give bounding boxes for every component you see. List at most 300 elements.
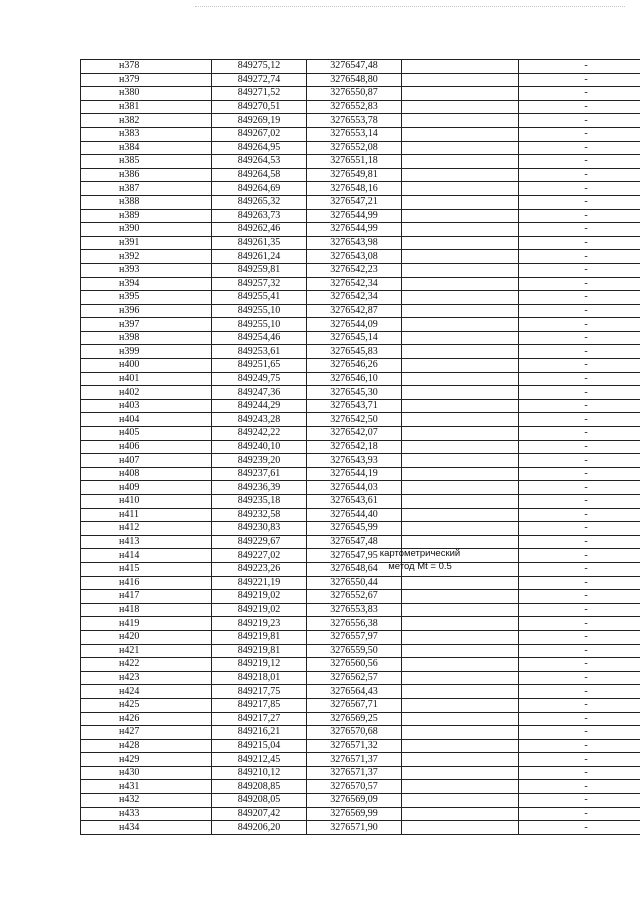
table-row — [81, 508, 640, 522]
y-coordinate-cell: 3276571,32 — [307, 739, 402, 753]
method-cell — [402, 168, 519, 182]
point-name-cell: н434 — [81, 821, 212, 835]
y-coordinate-cell: 3276543,71 — [307, 399, 402, 413]
point-name-cell: н416 — [81, 576, 212, 590]
point-name-cell: н404 — [81, 413, 212, 427]
x-coordinate-cell: 849249,75 — [212, 372, 307, 386]
table-row — [81, 141, 640, 155]
accuracy-cell: - — [519, 535, 640, 549]
y-coordinate-cell: 3276570,57 — [307, 780, 402, 794]
accuracy-cell: - — [519, 331, 640, 345]
accuracy-cell: - — [519, 821, 640, 835]
table-row — [81, 522, 640, 536]
x-coordinate-cell: 849218,01 — [212, 671, 307, 685]
table-row — [81, 277, 640, 291]
x-coordinate-cell: 849243,28 — [212, 413, 307, 427]
method-cell — [402, 603, 519, 617]
x-coordinate-cell: 849217,85 — [212, 698, 307, 712]
table-row — [81, 168, 640, 182]
method-cell — [402, 780, 519, 794]
x-coordinate-cell: 849212,45 — [212, 753, 307, 767]
point-name-cell: н393 — [81, 263, 212, 277]
point-name-cell: н397 — [81, 318, 212, 332]
x-coordinate-cell: 849271,52 — [212, 87, 307, 101]
y-coordinate-cell: 3276569,25 — [307, 712, 402, 726]
accuracy-cell: - — [519, 685, 640, 699]
method-cell — [402, 726, 519, 740]
y-coordinate-cell: 3276553,78 — [307, 114, 402, 128]
y-coordinate-cell: 3276548,64 — [307, 562, 402, 576]
accuracy-cell: - — [519, 345, 640, 359]
y-coordinate-cell: 3276553,83 — [307, 603, 402, 617]
method-cell — [402, 399, 519, 413]
accuracy-cell: - — [519, 291, 640, 305]
method-cell — [402, 739, 519, 753]
x-coordinate-cell: 849251,65 — [212, 359, 307, 373]
table-row — [81, 671, 640, 685]
method-cell — [402, 127, 519, 141]
method-cell — [402, 318, 519, 332]
x-coordinate-cell: 849236,39 — [212, 481, 307, 495]
accuracy-cell: - — [519, 304, 640, 318]
y-coordinate-cell: 3276542,34 — [307, 291, 402, 305]
point-name-cell: н391 — [81, 236, 212, 250]
method-cell — [402, 195, 519, 209]
accuracy-cell: - — [519, 87, 640, 101]
table-row — [81, 495, 640, 509]
point-name-cell: н431 — [81, 780, 212, 794]
x-coordinate-cell: 849272,74 — [212, 73, 307, 87]
method-cell — [402, 440, 519, 454]
table-row — [81, 250, 640, 264]
point-name-cell: н405 — [81, 427, 212, 441]
y-coordinate-cell: 3276552,08 — [307, 141, 402, 155]
x-coordinate-cell: 849239,20 — [212, 454, 307, 468]
accuracy-cell: - — [519, 427, 640, 441]
method-cell — [402, 331, 519, 345]
table-row — [81, 658, 640, 672]
accuracy-cell: - — [519, 481, 640, 495]
table-row — [81, 549, 640, 563]
y-coordinate-cell: 3276559,50 — [307, 644, 402, 658]
point-name-cell: н401 — [81, 372, 212, 386]
y-coordinate-cell: 3276542,50 — [307, 413, 402, 427]
point-name-cell: н390 — [81, 223, 212, 237]
point-name-cell: н433 — [81, 807, 212, 821]
table-row — [81, 263, 640, 277]
y-coordinate-cell: 3276548,80 — [307, 73, 402, 87]
x-coordinate-cell: 849269,19 — [212, 114, 307, 128]
accuracy-cell: - — [519, 576, 640, 590]
accuracy-cell: - — [519, 413, 640, 427]
y-coordinate-cell: 3276542,34 — [307, 277, 402, 291]
y-coordinate-cell: 3276544,40 — [307, 508, 402, 522]
point-name-cell: н419 — [81, 617, 212, 631]
accuracy-cell: - — [519, 399, 640, 413]
point-name-cell: н396 — [81, 304, 212, 318]
x-coordinate-cell: 849270,51 — [212, 100, 307, 114]
y-coordinate-cell: 3276552,83 — [307, 100, 402, 114]
accuracy-cell: - — [519, 508, 640, 522]
point-name-cell: н410 — [81, 495, 212, 509]
accuracy-cell: - — [519, 277, 640, 291]
point-name-cell: н389 — [81, 209, 212, 223]
accuracy-cell: - — [519, 359, 640, 373]
table-row — [81, 87, 640, 101]
point-name-cell: н432 — [81, 794, 212, 808]
table-row — [81, 413, 640, 427]
y-coordinate-cell: 3276550,44 — [307, 576, 402, 590]
point-name-cell: н409 — [81, 481, 212, 495]
point-name-cell: н421 — [81, 644, 212, 658]
method-cell — [402, 209, 519, 223]
accuracy-cell: - — [519, 141, 640, 155]
method-cell — [402, 250, 519, 264]
y-coordinate-cell: 3276545,30 — [307, 386, 402, 400]
x-coordinate-cell: 849219,81 — [212, 644, 307, 658]
point-name-cell: н386 — [81, 168, 212, 182]
x-coordinate-cell: 849223,26 — [212, 562, 307, 576]
method-cell — [402, 100, 519, 114]
point-name-cell: н415 — [81, 562, 212, 576]
point-name-cell: н378 — [81, 60, 212, 74]
table-row — [81, 780, 640, 794]
x-coordinate-cell: 849255,41 — [212, 291, 307, 305]
method-label — [362, 547, 478, 573]
point-name-cell: н424 — [81, 685, 212, 699]
table-row — [81, 291, 640, 305]
point-name-cell: н420 — [81, 630, 212, 644]
method-cell — [402, 141, 519, 155]
table-row — [81, 766, 640, 780]
x-coordinate-cell: 849275,12 — [212, 60, 307, 74]
y-coordinate-cell: 3276570,68 — [307, 726, 402, 740]
y-coordinate-cell: 3276571,37 — [307, 766, 402, 780]
point-name-cell: н429 — [81, 753, 212, 767]
accuracy-cell: - — [519, 114, 640, 128]
y-coordinate-cell: 3276547,48 — [307, 535, 402, 549]
x-coordinate-cell: 849255,10 — [212, 318, 307, 332]
table-row — [81, 454, 640, 468]
x-coordinate-cell: 849217,75 — [212, 685, 307, 699]
method-cell — [402, 467, 519, 481]
x-coordinate-cell: 849210,12 — [212, 766, 307, 780]
x-coordinate-cell: 849215,04 — [212, 739, 307, 753]
accuracy-cell: - — [519, 617, 640, 631]
method-cell — [402, 630, 519, 644]
table-row — [81, 318, 640, 332]
point-name-cell: н380 — [81, 87, 212, 101]
accuracy-cell: - — [519, 60, 640, 74]
x-coordinate-cell: 849237,61 — [212, 467, 307, 481]
x-coordinate-cell: 849229,67 — [212, 535, 307, 549]
x-coordinate-cell: 849206,20 — [212, 821, 307, 835]
table-row — [81, 372, 640, 386]
accuracy-cell: - — [519, 127, 640, 141]
y-coordinate-cell: 3276564,43 — [307, 685, 402, 699]
accuracy-cell: - — [519, 209, 640, 223]
x-coordinate-cell: 849208,85 — [212, 780, 307, 794]
table-row — [81, 440, 640, 454]
accuracy-cell: - — [519, 671, 640, 685]
accuracy-cell: - — [519, 794, 640, 808]
table-row — [81, 821, 640, 835]
accuracy-cell: - — [519, 780, 640, 794]
table-row — [81, 236, 640, 250]
accuracy-cell: - — [519, 712, 640, 726]
point-name-cell: н412 — [81, 522, 212, 536]
method-cell — [402, 495, 519, 509]
table-row — [81, 195, 640, 209]
y-coordinate-cell: 3276543,98 — [307, 236, 402, 250]
accuracy-cell: - — [519, 562, 640, 576]
accuracy-cell: - — [519, 73, 640, 87]
accuracy-cell: - — [519, 250, 640, 264]
method-cell — [402, 522, 519, 536]
y-coordinate-cell: 3276547,48 — [307, 60, 402, 74]
point-name-cell: н408 — [81, 467, 212, 481]
x-coordinate-cell: 849242,22 — [212, 427, 307, 441]
x-coordinate-cell: 849219,02 — [212, 603, 307, 617]
y-coordinate-cell: 3276545,14 — [307, 331, 402, 345]
accuracy-cell: - — [519, 549, 640, 563]
method-cell — [402, 304, 519, 318]
y-coordinate-cell: 3276547,21 — [307, 195, 402, 209]
y-coordinate-cell: 3276548,16 — [307, 182, 402, 196]
y-coordinate-cell: 3276557,97 — [307, 630, 402, 644]
method-cell — [402, 821, 519, 835]
y-coordinate-cell: 3276544,03 — [307, 481, 402, 495]
scan-artifact-line — [195, 6, 625, 8]
point-name-cell: н430 — [81, 766, 212, 780]
y-coordinate-cell: 3276543,08 — [307, 250, 402, 264]
table-row — [81, 603, 640, 617]
y-coordinate-cell: 3276542,23 — [307, 263, 402, 277]
accuracy-cell: - — [519, 698, 640, 712]
accuracy-cell: - — [519, 658, 640, 672]
table-row — [81, 467, 640, 481]
x-coordinate-cell: 849255,10 — [212, 304, 307, 318]
method-cell — [402, 87, 519, 101]
x-coordinate-cell: 849267,02 — [212, 127, 307, 141]
x-coordinate-cell: 849230,83 — [212, 522, 307, 536]
point-name-cell: н418 — [81, 603, 212, 617]
y-coordinate-cell: 3276569,99 — [307, 807, 402, 821]
point-name-cell: н414 — [81, 549, 212, 563]
x-coordinate-cell: 849235,18 — [212, 495, 307, 509]
y-coordinate-cell: 3276544,09 — [307, 318, 402, 332]
table-row — [81, 345, 640, 359]
method-cell — [402, 277, 519, 291]
coordinates-table-body — [81, 60, 640, 835]
point-name-cell: н411 — [81, 508, 212, 522]
y-coordinate-cell: 3276546,26 — [307, 359, 402, 373]
y-coordinate-cell: 3276553,14 — [307, 127, 402, 141]
point-name-cell: н407 — [81, 454, 212, 468]
accuracy-cell: - — [519, 155, 640, 169]
x-coordinate-cell: 849254,46 — [212, 331, 307, 345]
x-coordinate-cell: 849259,81 — [212, 263, 307, 277]
table-row — [81, 794, 640, 808]
point-name-cell: н382 — [81, 114, 212, 128]
y-coordinate-cell: 3276543,61 — [307, 495, 402, 509]
accuracy-cell: - — [519, 739, 640, 753]
table-row — [81, 100, 640, 114]
x-coordinate-cell: 849219,81 — [212, 630, 307, 644]
y-coordinate-cell: 3276571,37 — [307, 753, 402, 767]
point-name-cell: н417 — [81, 590, 212, 604]
accuracy-cell: - — [519, 807, 640, 821]
method-cell — [402, 753, 519, 767]
method-cell — [402, 617, 519, 631]
accuracy-cell: - — [519, 590, 640, 604]
point-name-cell: н423 — [81, 671, 212, 685]
y-coordinate-cell: 3276556,38 — [307, 617, 402, 631]
table-row — [81, 698, 640, 712]
method-cell — [402, 658, 519, 672]
x-coordinate-cell: 849261,24 — [212, 250, 307, 264]
x-coordinate-cell: 849253,61 — [212, 345, 307, 359]
method-cell — [402, 359, 519, 373]
table-row — [81, 114, 640, 128]
x-coordinate-cell: 849207,42 — [212, 807, 307, 821]
method-cell — [402, 73, 519, 87]
x-coordinate-cell: 849227,02 — [212, 549, 307, 563]
y-coordinate-cell: 3276547,95 — [307, 549, 402, 563]
accuracy-cell: - — [519, 644, 640, 658]
table-row — [81, 127, 640, 141]
x-coordinate-cell: 849217,27 — [212, 712, 307, 726]
method-cell — [402, 644, 519, 658]
x-coordinate-cell: 849219,23 — [212, 617, 307, 631]
point-name-cell: н379 — [81, 73, 212, 87]
method-cell — [402, 794, 519, 808]
y-coordinate-cell: 3276542,87 — [307, 304, 402, 318]
accuracy-cell: - — [519, 753, 640, 767]
table-row — [81, 427, 640, 441]
point-name-cell: н402 — [81, 386, 212, 400]
x-coordinate-cell: 849264,53 — [212, 155, 307, 169]
accuracy-cell: - — [519, 386, 640, 400]
table-row — [81, 590, 640, 604]
point-name-cell: н413 — [81, 535, 212, 549]
x-coordinate-cell: 849219,12 — [212, 658, 307, 672]
y-coordinate-cell: 3276571,90 — [307, 821, 402, 835]
x-coordinate-cell: 849264,58 — [212, 168, 307, 182]
method-cell — [402, 576, 519, 590]
table-row — [81, 304, 640, 318]
table-row — [81, 399, 640, 413]
point-name-cell: н403 — [81, 399, 212, 413]
table-row — [81, 182, 640, 196]
x-coordinate-cell: 849244,29 — [212, 399, 307, 413]
y-coordinate-cell: 3276542,18 — [307, 440, 402, 454]
x-coordinate-cell: 849264,69 — [212, 182, 307, 196]
method-cell — [402, 427, 519, 441]
table-row — [81, 739, 640, 753]
table-row — [81, 753, 640, 767]
point-name-cell: н387 — [81, 182, 212, 196]
y-coordinate-cell: 3276560,56 — [307, 658, 402, 672]
method-cell — [402, 712, 519, 726]
y-coordinate-cell: 3276544,99 — [307, 209, 402, 223]
accuracy-cell: - — [519, 263, 640, 277]
point-name-cell: н384 — [81, 141, 212, 155]
accuracy-cell: - — [519, 236, 640, 250]
table-row — [81, 562, 640, 576]
accuracy-cell: - — [519, 467, 640, 481]
accuracy-cell: - — [519, 630, 640, 644]
method-cell — [402, 590, 519, 604]
method-cell — [402, 263, 519, 277]
y-coordinate-cell: 3276562,57 — [307, 671, 402, 685]
method-cell — [402, 155, 519, 169]
accuracy-cell: - — [519, 726, 640, 740]
point-name-cell: н388 — [81, 195, 212, 209]
point-name-cell: н426 — [81, 712, 212, 726]
y-coordinate-cell: 3276543,93 — [307, 454, 402, 468]
table-row — [81, 576, 640, 590]
point-name-cell: н385 — [81, 155, 212, 169]
table-row — [81, 726, 640, 740]
method-cell — [402, 114, 519, 128]
method-cell — [402, 508, 519, 522]
accuracy-cell: - — [519, 182, 640, 196]
x-coordinate-cell: 849257,32 — [212, 277, 307, 291]
table-row — [81, 331, 640, 345]
table-row — [81, 359, 640, 373]
y-coordinate-cell: 3276546,10 — [307, 372, 402, 386]
accuracy-cell: - — [519, 372, 640, 386]
point-name-cell: н427 — [81, 726, 212, 740]
accuracy-cell: - — [519, 100, 640, 114]
accuracy-cell: - — [519, 454, 640, 468]
point-name-cell: н381 — [81, 100, 212, 114]
method-cell — [402, 685, 519, 699]
method-label-line1: картометрический — [379, 548, 461, 559]
y-coordinate-cell: 3276567,71 — [307, 698, 402, 712]
table-row — [81, 685, 640, 699]
x-coordinate-cell: 849208,05 — [212, 794, 307, 808]
accuracy-cell: - — [519, 223, 640, 237]
point-name-cell: н400 — [81, 359, 212, 373]
point-name-cell: н422 — [81, 658, 212, 672]
accuracy-cell: - — [519, 766, 640, 780]
coordinates-table — [80, 59, 640, 835]
method-cell — [402, 345, 519, 359]
y-coordinate-cell: 3276569,09 — [307, 794, 402, 808]
accuracy-cell: - — [519, 603, 640, 617]
y-coordinate-cell: 3276545,83 — [307, 345, 402, 359]
x-coordinate-cell: 849232,58 — [212, 508, 307, 522]
x-coordinate-cell: 849262,46 — [212, 223, 307, 237]
x-coordinate-cell: 849265,32 — [212, 195, 307, 209]
method-cell — [402, 60, 519, 74]
point-name-cell: н383 — [81, 127, 212, 141]
method-cell — [402, 698, 519, 712]
y-coordinate-cell: 3276545,99 — [307, 522, 402, 536]
y-coordinate-cell: 3276550,87 — [307, 87, 402, 101]
table-row — [81, 617, 640, 631]
method-cell — [402, 182, 519, 196]
x-coordinate-cell: 849247,36 — [212, 386, 307, 400]
y-coordinate-cell: 3276552,67 — [307, 590, 402, 604]
method-cell — [402, 386, 519, 400]
y-coordinate-cell: 3276544,19 — [307, 467, 402, 481]
x-coordinate-cell: 849240,10 — [212, 440, 307, 454]
table-row — [81, 712, 640, 726]
method-label-line2: метод Mt = 0.5 — [388, 561, 452, 572]
